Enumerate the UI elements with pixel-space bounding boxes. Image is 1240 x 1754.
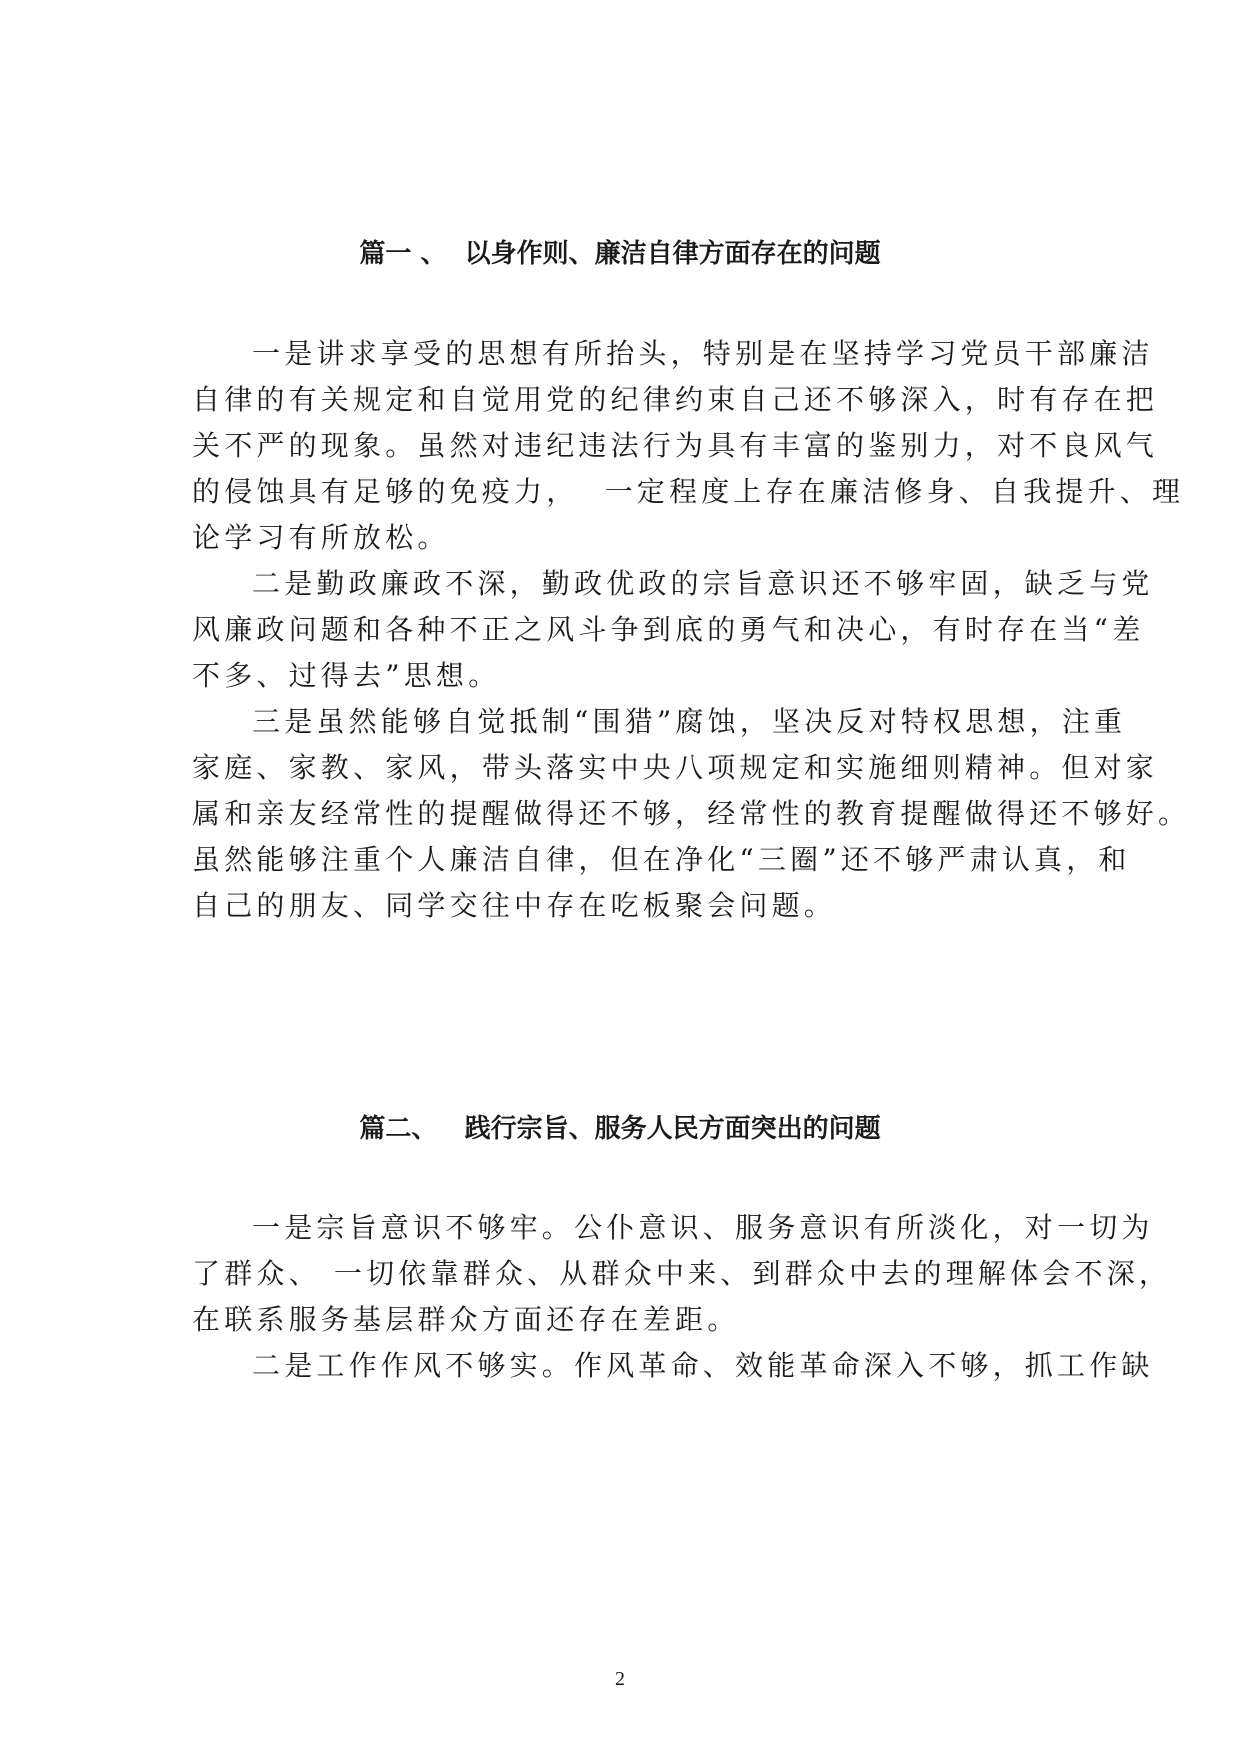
section-1-heading: 篇一 、 以身作则、廉洁自律方面存在的问题 xyxy=(359,239,881,269)
paragraph-line: 论学习有所放松。 xyxy=(192,521,450,554)
paragraph-line: 的侵蚀具有足够的免疫力， 一定程度上存在廉洁修身、自我提升、理 xyxy=(192,475,1185,508)
paragraph-line: 关不严的现象。虽然对违纪违法行为具有丰富的鉴别力，对不良风气 xyxy=(192,429,1159,462)
paragraph-line: 自己的朋友、同学交往中存在吃板聚会问题。 xyxy=(192,889,837,922)
section-2-heading: 篇二、 践行宗旨、服务人民方面突出的问题 xyxy=(359,1114,881,1144)
paragraph-line: 属和亲友经常性的提醒做得还不够，经常性的教育提醒做得还不够好。 xyxy=(192,797,1191,830)
paragraph-line: 虽然能够注重个人廉洁自律，但在净化“三圈”还不够严肃认真，和 xyxy=(192,843,1131,876)
paragraph-line: 一是宗旨意识不够牢。公仆意识、服务意识有所淡化，对一切为 xyxy=(252,1211,1154,1244)
paragraph-line: 在联系服务基层群众方面还存在差距。 xyxy=(192,1303,740,1336)
paragraph-line: 自律的有关规定和自觉用党的纪律约束自己还不够深入，时有存在把 xyxy=(192,383,1159,416)
paragraph-line: 了群众、 一切依靠群众、从群众中来、到群众中去的理解体会不深， xyxy=(192,1257,1172,1290)
paragraph-line: 二是勤政廉政不深，勤政优政的宗旨意识还不够牢固，缺乏与党 xyxy=(252,567,1154,600)
paragraph-line: 不多、过得去”思想。 xyxy=(192,659,501,692)
paragraph-line: 三是虽然能够自觉抵制“围猎”腐蚀，坚决反对特权思想，注重 xyxy=(252,705,1127,738)
paragraph-line: 风廉政问题和各种不正之风斗争到底的勇气和决心，有时存在当“差 xyxy=(192,613,1145,646)
paragraph-line: 家庭、家教、家风，带头落实中央八项规定和实施细则精神。但对家 xyxy=(192,751,1159,784)
paragraph-line: 一是讲求享受的思想有所抬头，特别是在坚持学习党员干部廉洁 xyxy=(252,337,1154,370)
paragraph-line: 二是工作作风不够实。作风革命、效能革命深入不够，抓工作缺 xyxy=(252,1349,1154,1382)
page-number: 2 xyxy=(615,1668,625,1690)
